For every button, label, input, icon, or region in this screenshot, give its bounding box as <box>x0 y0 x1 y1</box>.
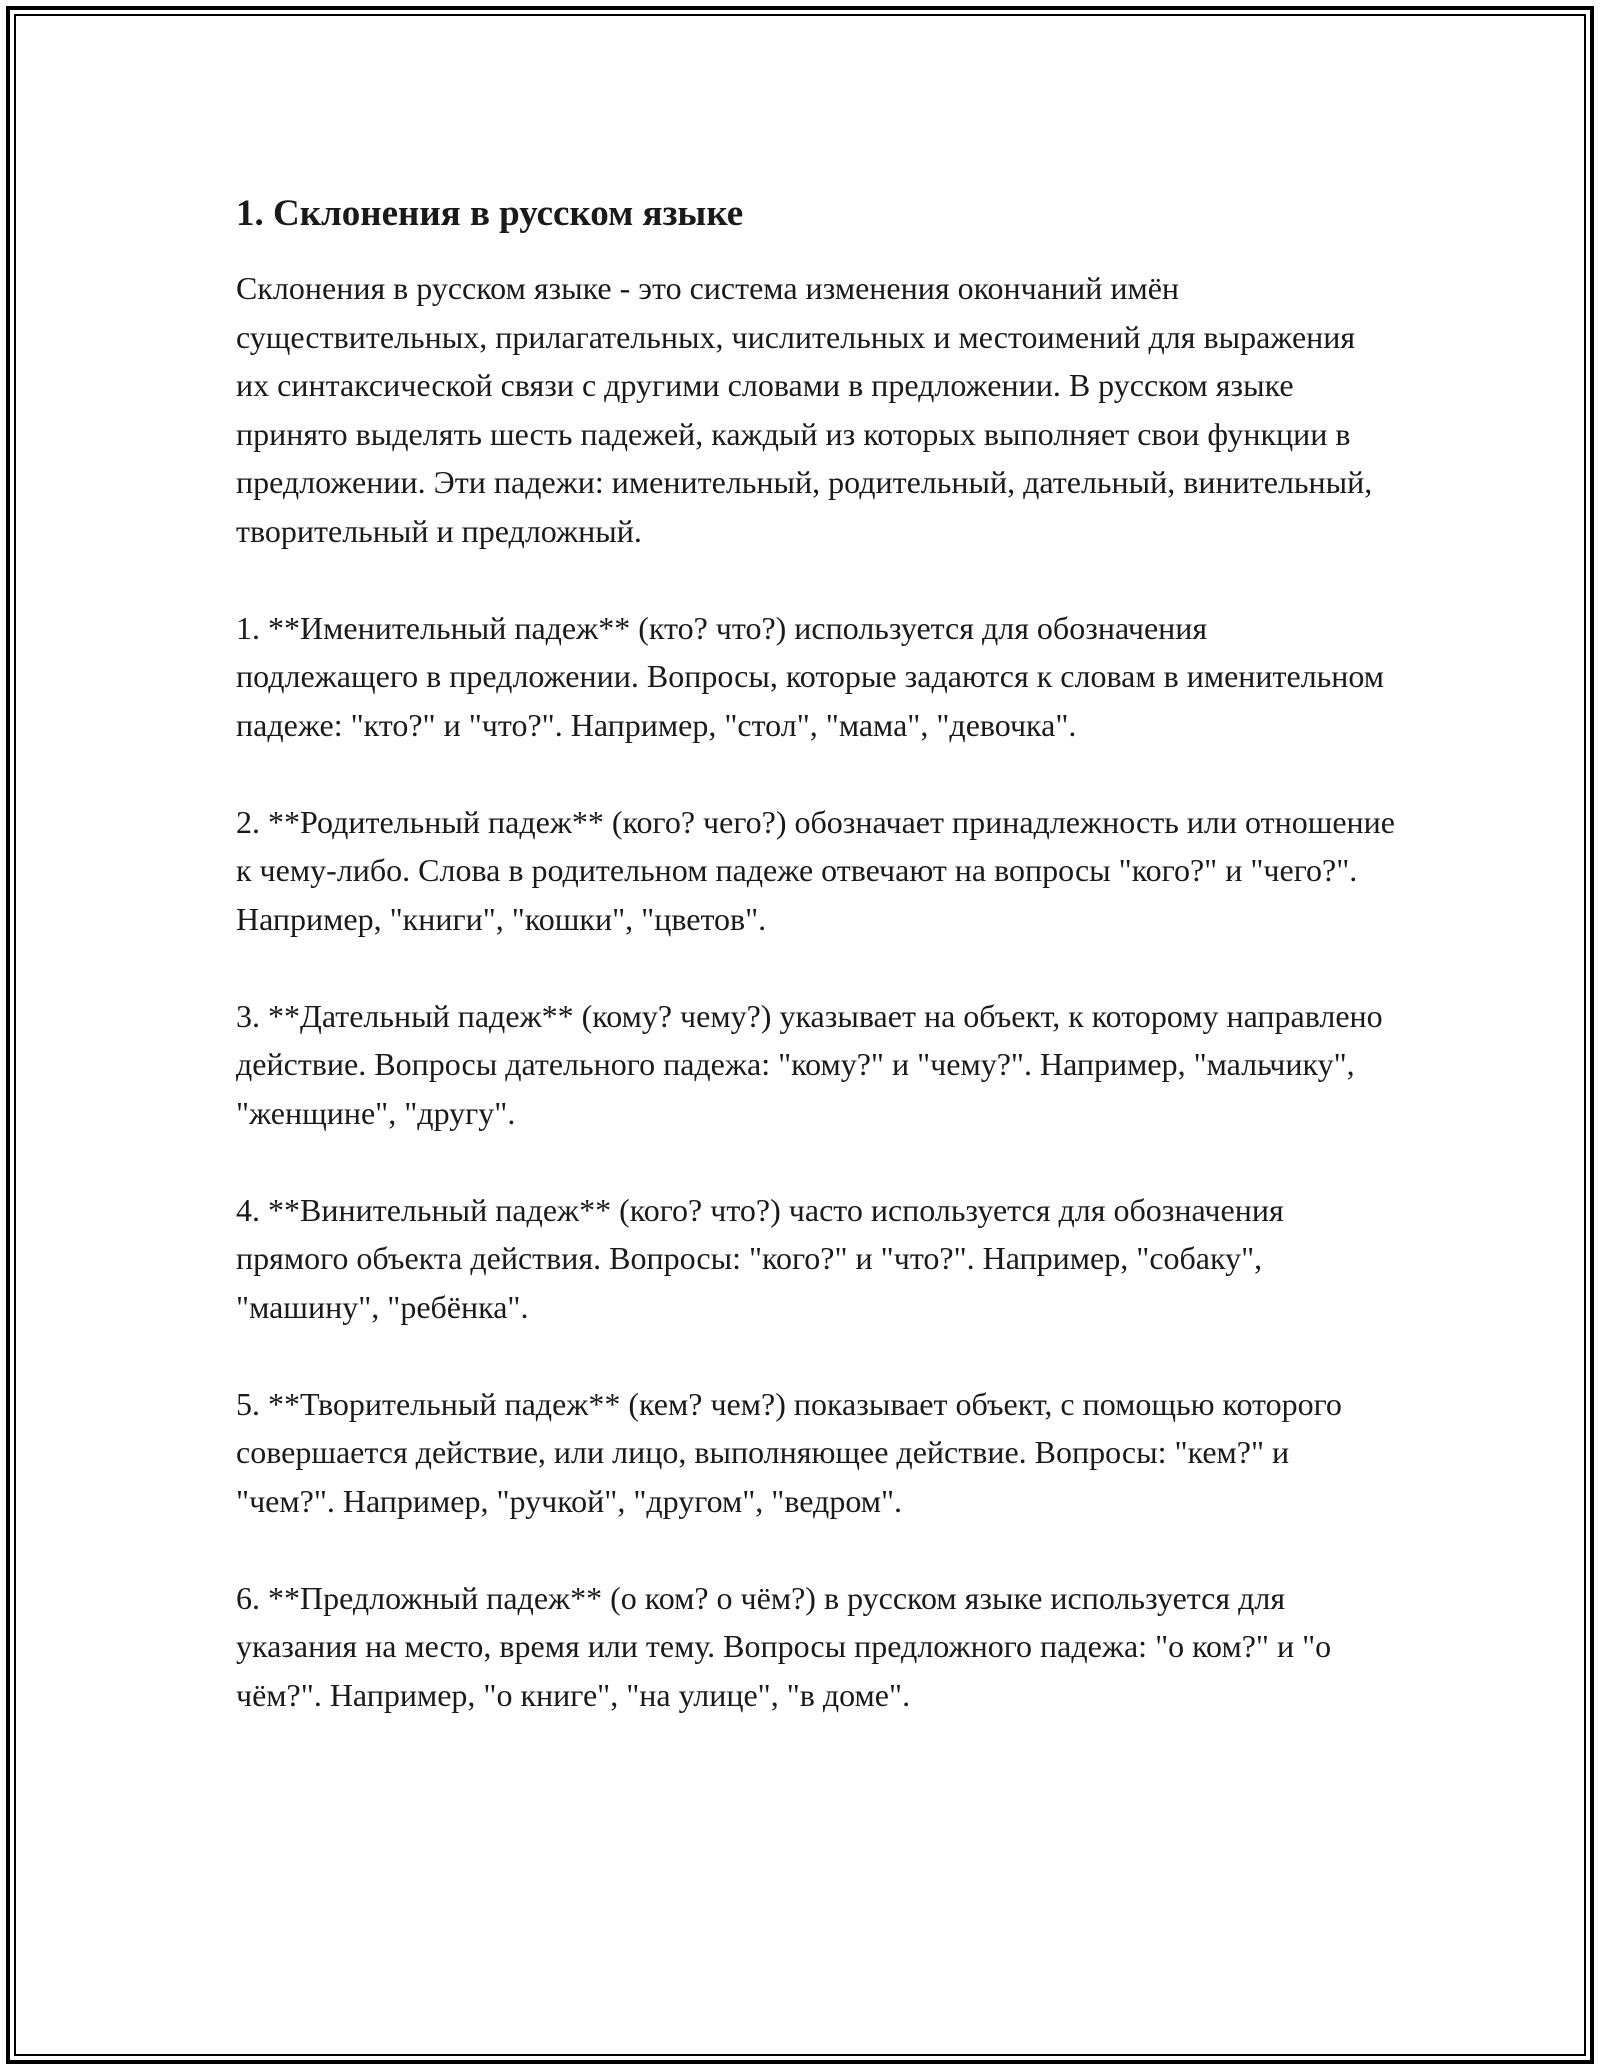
genitive-case-paragraph: 2. **Родительный падеж** (кого? чего?) обозначает принадлежность или отношение к чему-либо. Слова в родительном падеже отвечают на вопросы "кого?" и "чего?". Например, "книги", "кошки", "цветов". <box>236 803 1395 937</box>
document-title: 1. Склонения в русском языке <box>236 193 744 234</box>
prepositional-case-paragraph: 6. **Предложный падеж** (о ком? о чём?) в русском языке используется для указания на место, время или тему. Вопросы предложного падежа: "о ком?" и "о чём?". Например, "о книге", "на улице", "в доме". <box>236 1579 1332 1713</box>
document-body <box>236 186 1396 1768</box>
nominative-case-paragraph: 1. **Именительный падеж** (кто? что?) используется для обозначения подлежащего в предложении. Вопросы, которые задаются к словам в именительном падеже: "кто?" и "что?". Например, "стол", "мама", "девочка". <box>236 609 1385 743</box>
instrumental-case-paragraph: 5. **Творительный падеж** (кем? чем?) показывает объект, с помощью которого совершается действие, или лицо, выполняющее действие. Вопросы: "кем?" и "чем?". Например, "ручкой", "другом", "ведром". <box>236 1385 1342 1519</box>
intro-paragraph: Склонения в русском языке - это система изменения окончаний имён существительных, прилагательных, числительных и местоимений для выражения их синтаксической связи с другими словами в предложении. В русском языке принято выделять шесть падежей, каждый из которых выполняет свои функции в предложении. Эти падежи: именительный, родительный, дательный, винительный, творительный и предложный. <box>236 270 1373 549</box>
accusative-case-paragraph: 4. **Винительный падеж** (кого? что?) часто используется для обозначения прямого объекта действия. Вопросы: "кого?" и "что?". Например, "собаку", "машину", "ребёнка". <box>236 1191 1284 1325</box>
dative-case-paragraph: 3. **Дательный падеж** (кому? чему?) указывает на объект, к которому направлено действие. Вопросы дательного падежа: "кому?" и "чему?". Например, "мальчику", "женщине", "другу". <box>236 997 1383 1131</box>
